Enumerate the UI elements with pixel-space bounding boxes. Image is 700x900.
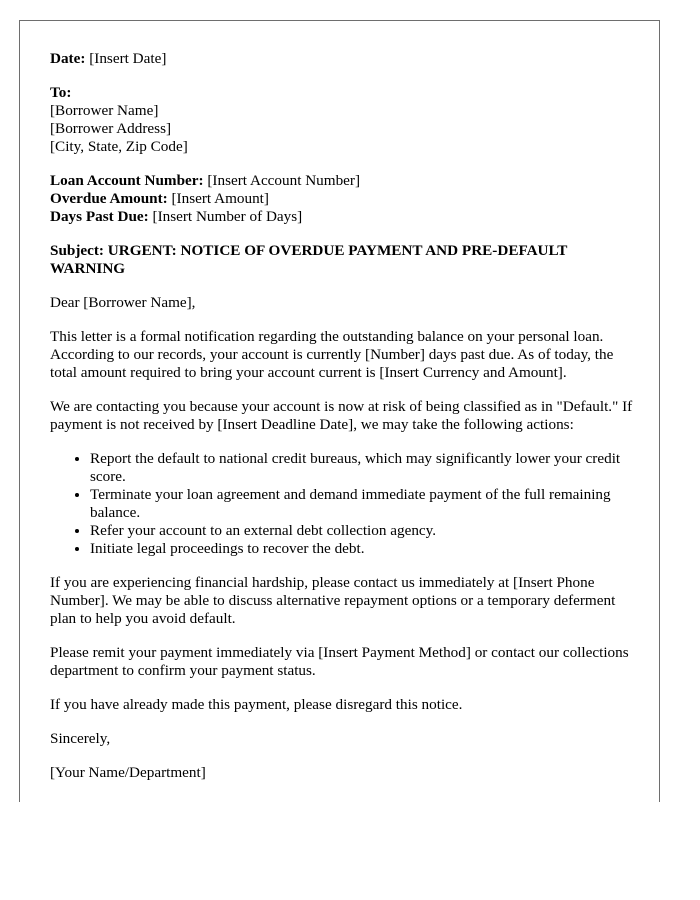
recipient-name: [Borrower Name] bbox=[50, 102, 159, 119]
closing: Sincerely, bbox=[50, 730, 111, 747]
date-line bbox=[50, 50, 640, 68]
recipient-city-state-zip: [City, State, Zip Code] bbox=[50, 138, 188, 155]
list-item: • Report the default to national credit bureaus, which may significantly lower your credit score. bbox=[90, 450, 640, 486]
hardship-paragraph: If you are experiencing financial hardship, please contact us immediately at [Insert Phone Number]. We may be able to discuss alternative repayment options or a temporary deferment plan to help you avoid default. bbox=[50, 574, 616, 627]
list-item: • Terminate your loan agreement and demand immediate payment of the full remaining balance. bbox=[90, 486, 640, 522]
overdue-amount-line bbox=[50, 190, 640, 208]
date-value: [Insert Date] bbox=[89, 50, 167, 67]
overdue-amount-label: Overdue Amount: bbox=[50, 190, 168, 207]
recipient-block bbox=[50, 84, 640, 156]
signature: [Your Name/Department] bbox=[50, 764, 206, 781]
loan-number-line bbox=[50, 172, 640, 190]
list-item: • Refer your account to an external debt collection agency. bbox=[90, 522, 640, 540]
letter-body bbox=[50, 50, 640, 798]
loan-number-value: [Insert Account Number] bbox=[207, 172, 361, 189]
days-past-due-label: Days Past Due: bbox=[50, 208, 149, 225]
overdue-amount-value: [Insert Amount] bbox=[171, 190, 269, 207]
account-details bbox=[50, 172, 640, 226]
subject-line: Subject: URGENT: NOTICE OF OVERDUE PAYMENT AND PRE-DEFAULT WARNING bbox=[50, 242, 568, 277]
actions-list bbox=[50, 450, 640, 558]
loan-number-label: Loan Account Number: bbox=[50, 172, 204, 189]
disregard-paragraph: If you have already made this payment, please disregard this notice. bbox=[50, 696, 463, 713]
days-past-due-line bbox=[50, 208, 640, 226]
list-item: • Initiate legal proceedings to recover the debt. bbox=[90, 540, 640, 558]
intro-paragraph: This letter is a formal notification regarding the outstanding balance on your personal loan. According to our records, your account is currently [Number] days past due. As of today, the total amount required to bring your account current is [Insert Currency and Amount]. bbox=[50, 328, 614, 381]
days-past-due-value: [Insert Number of Days] bbox=[152, 208, 303, 225]
date-label: Date: bbox=[50, 50, 86, 67]
recipient-label: To: bbox=[50, 84, 72, 101]
remit-paragraph: Please remit your payment immediately via [Insert Payment Method] or contact our collections department to confirm your payment status. bbox=[50, 644, 629, 679]
salutation: Dear [Borrower Name], bbox=[50, 294, 196, 311]
letter-page bbox=[19, 20, 660, 802]
recipient-address: [Borrower Address] bbox=[50, 120, 172, 137]
risk-paragraph: We are contacting you because your account is now at risk of being classified as in "Default." If payment is not received by [Insert Deadline Date], we may take the following actions: bbox=[50, 398, 633, 433]
